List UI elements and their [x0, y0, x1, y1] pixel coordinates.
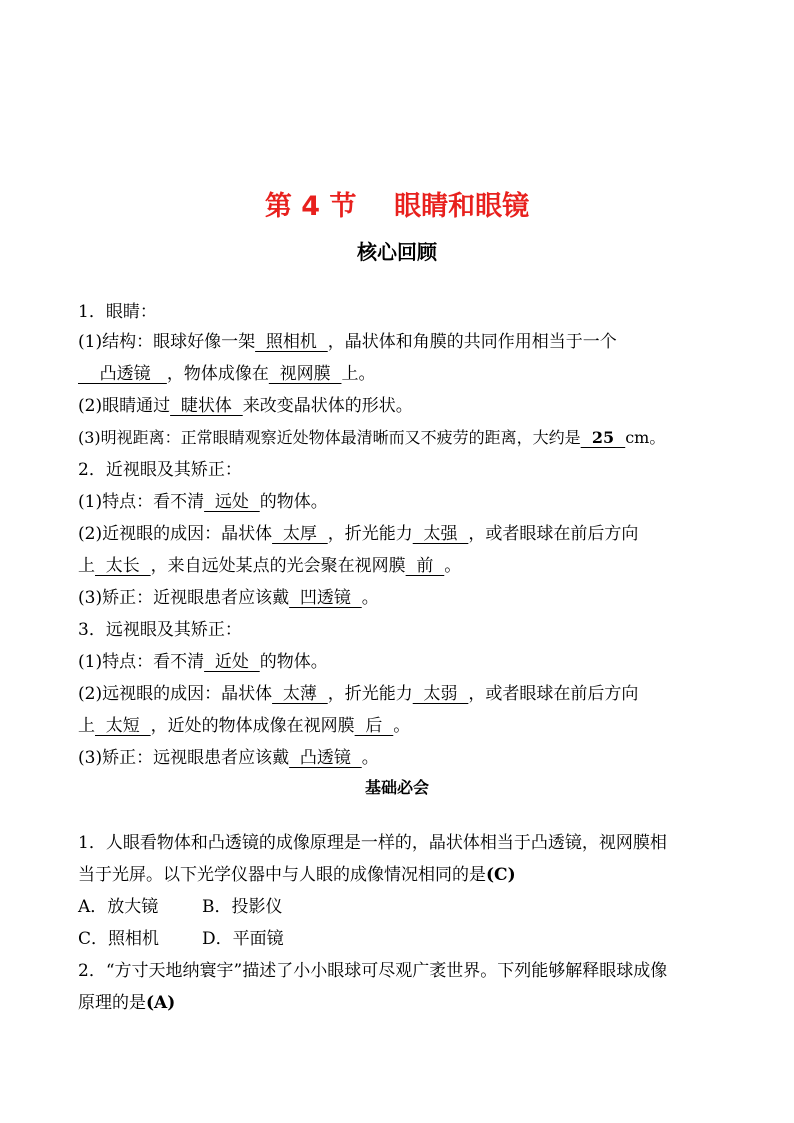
answer-blank: 视网膜 [268, 364, 342, 384]
question-3-feature-line: (1)特点：看不清 近处 的物体。 [78, 649, 328, 675]
question-1-structure-line1: (1)结构：眼球好像一架 照相机 ，晶状体和角膜的共同作用相当于一个 [78, 329, 617, 355]
question-2-cause-line1: (2)近视眼的成因：晶状体 太厚 ，折光能力 太强 ，或者眼球在前后方向 [78, 521, 638, 547]
answer-blank: 太薄 [272, 684, 328, 704]
section-heading-core-review: 核心回顾 [357, 240, 437, 264]
question-3-correction-line: (3)矫正：远视眼患者应该戴 凸透镜 。 [78, 745, 379, 771]
question-3-heading: 3．远视眼及其矫正： [78, 620, 242, 640]
answer-blank: 凸透镜 [289, 748, 362, 768]
answer-blank: 凸透镜 [78, 364, 167, 384]
answer-blank: 太厚 [272, 524, 328, 544]
answer-blank: 照相机 [255, 332, 328, 352]
answer-blank: 近处 [204, 652, 260, 672]
question-1-structure-line2: 凸透镜 ，物体成像在 视网膜 上。 [78, 361, 375, 387]
option-c: C．照相机 [78, 929, 160, 949]
option-a: A．放大镜 [78, 897, 159, 917]
problem-2-line2: 原理的是(A) [78, 993, 176, 1013]
question-1-distance-line: (3)明视距离：正常眼睛观察近处物体最清晰而又不疲劳的距离，大约是 25 cm。 [78, 425, 665, 451]
answer-blank: 太强 [412, 524, 469, 544]
answer-blank: 太弱 [412, 684, 469, 704]
problem-2-line1: 2．“方寸天地纳寰宇”描述了小小眼球可尽观广袤世界。下列能够解释眼球成像 [78, 961, 668, 981]
question-2-heading: 2．近视眼及其矫正： [78, 460, 242, 480]
question-2-feature-line: (1)特点：看不清 远处 的物体。 [78, 489, 328, 515]
option-d: D．平面镜 [202, 929, 284, 949]
question-1-heading: 1．眼睛： [78, 302, 157, 322]
option-b: B．投影仪 [202, 897, 283, 917]
question-2-correction-line: (3)矫正：近视眼患者应该戴 凹透镜 。 [78, 585, 379, 611]
question-1-ciliary-line: (2)眼睛通过 睫状体 来改变晶状体的形状。 [78, 393, 413, 419]
problem-1-line2: 当于光屏。以下光学仪器中与人眼的成像情况相同的是(C) [78, 865, 516, 885]
answer-blank: 远处 [204, 492, 260, 512]
problem-1-answer: (C) [486, 865, 516, 885]
question-3-cause-line2: 上 太短 ，近处的物体成像在视网膜 后 。 [78, 713, 410, 739]
answer-blank: 太短 [95, 716, 151, 736]
section-heading-basics: 基础必会 [364, 778, 429, 797]
answer-blank: 后 [354, 716, 394, 736]
problem-1-options-row2 [78, 926, 284, 952]
page-title: 第 4 节 眼睛和眼镜 [264, 191, 530, 222]
answer-blank: 太长 [95, 556, 151, 576]
problem-2-answer: (A) [146, 993, 176, 1013]
answer-blank: 凹透镜 [289, 588, 362, 608]
question-3-cause-line1: (2)远视眼的成因：晶状体 太薄 ，折光能力 太弱 ，或者眼球在前后方向 [78, 681, 638, 707]
answer-blank: 25 [580, 428, 626, 447]
answer-blank: 睫状体 [170, 396, 243, 416]
problem-1-options-row1 [78, 894, 283, 920]
problem-1-line1: 1．人眼看物体和凸透镜的成像原理是一样的，晶状体相当于凸透镜，视网膜相 [78, 833, 667, 853]
question-2-cause-line2: 上 太长 ，来自远处某点的光会聚在视网膜 前 。 [78, 553, 461, 579]
answer-blank: 前 [405, 556, 445, 576]
